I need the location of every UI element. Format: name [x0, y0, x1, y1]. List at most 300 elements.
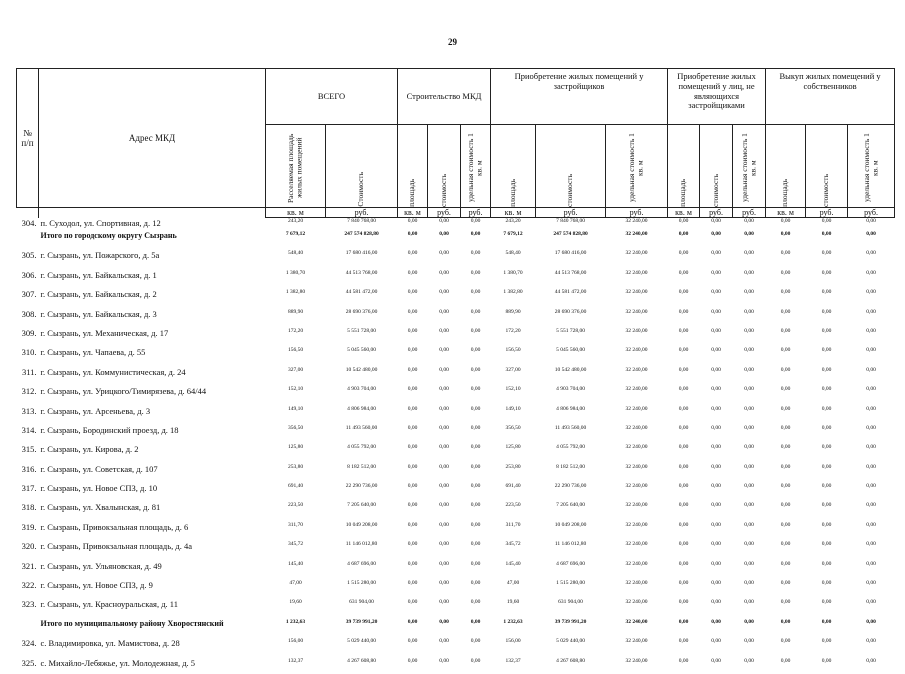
- cell-o-cost: 0,00: [821, 366, 832, 373]
- cell-o-unit: 0,00: [866, 483, 876, 490]
- cell-d-unit: 32 240,00: [625, 580, 648, 587]
- cell-n-unit: 0,00: [744, 289, 754, 296]
- cell-d-area: 327,00: [505, 366, 521, 373]
- cell-b-cost: 0,00: [439, 366, 449, 373]
- unit-label: руб.: [733, 208, 766, 218]
- cell-b-unit: 0,00: [470, 386, 481, 393]
- unit-label: руб.: [848, 208, 895, 218]
- cell-o-cost: 0,00: [821, 231, 832, 237]
- subheader-dev-cost: стоимость: [536, 125, 606, 208]
- cell-n-unit: 0,00: [744, 638, 754, 645]
- row-address: г. Сызрань, ул. Байкальская, д. 1: [40, 269, 157, 280]
- cell-d-area: 548,40: [505, 250, 521, 257]
- cell-n-unit: 0,00: [744, 560, 754, 567]
- cell-o-area: 0,00: [780, 366, 791, 373]
- cell-area: 172,20: [287, 327, 304, 334]
- cell-d-unit: 32 240,00: [625, 386, 648, 393]
- cell-cost: 631 904,00: [349, 599, 374, 606]
- cell-d-cost: 5 551 728,00: [556, 327, 585, 334]
- total-row: [17, 228, 895, 247]
- cell-o-area: 0,00: [780, 463, 791, 470]
- cell-o-area: 0,00: [780, 218, 791, 224]
- cell-n-unit: 0,00: [744, 424, 754, 431]
- cell-d-cost: 39 739 991,20: [554, 618, 587, 625]
- table-row: [17, 499, 895, 518]
- row-number: 316.: [21, 463, 37, 474]
- row-address: г. Сызрань, ул. Пожарского, д. 5а: [40, 250, 160, 261]
- cell-b-area: 0,00: [407, 289, 418, 296]
- cell-o-area: 0,00: [780, 541, 791, 548]
- cell-n-cost: 0,00: [711, 502, 721, 509]
- cell-area: 156,00: [287, 638, 304, 645]
- cell-o-area: 0,00: [780, 560, 791, 567]
- cell-n-area: 0,00: [678, 502, 689, 509]
- cell-b-area: 0,00: [407, 218, 418, 224]
- row-number: 319.: [21, 521, 37, 532]
- cell-o-area: 0,00: [780, 347, 791, 354]
- cell-b-area: 0,00: [407, 618, 418, 625]
- cell-o-unit: 0,00: [866, 599, 876, 606]
- cell-o-area: 0,00: [780, 405, 791, 412]
- cell-n-unit: 0,00: [744, 580, 754, 587]
- cell-d-cost: 28 690 376,00: [554, 308, 587, 315]
- cell-n-unit: 0,00: [744, 502, 754, 509]
- cell-n-unit: 0,00: [744, 405, 754, 412]
- cell-d-area: 47,00: [506, 580, 520, 587]
- cell-o-unit: 0,00: [866, 618, 876, 625]
- cell-d-unit: 32 240,00: [625, 289, 648, 296]
- cell-b-cost: 0,00: [439, 327, 449, 334]
- cell-d-cost: 8 182 512,00: [556, 463, 585, 470]
- cell-n-cost: 0,00: [711, 424, 721, 431]
- table-row: [17, 596, 895, 615]
- cell-b-area: 0,00: [407, 580, 418, 587]
- cell-b-area: 0,00: [407, 444, 418, 451]
- row-number: 311.: [21, 366, 37, 377]
- cell-n-area: 0,00: [678, 483, 689, 490]
- cell-d-cost: 44 581 472,00: [554, 289, 587, 296]
- subheader-build-area: площадь: [398, 125, 428, 208]
- cell-d-cost: 5 045 560,00: [556, 347, 585, 354]
- cell-o-area: 0,00: [780, 327, 791, 334]
- cell-b-cost: 0,00: [439, 580, 449, 587]
- cell-area: 149,10: [287, 405, 304, 412]
- cell-d-unit: 32 240,00: [625, 327, 648, 334]
- cell-area: 19,60: [289, 599, 302, 606]
- cell-b-unit: 0,00: [470, 541, 481, 548]
- cell-n-unit: 0,00: [744, 521, 754, 528]
- cell-o-cost: 0,00: [821, 218, 832, 224]
- cell-n-area: 0,00: [678, 405, 689, 412]
- cell-o-unit: 0,00: [866, 366, 876, 373]
- cell-n-area: 0,00: [678, 638, 689, 645]
- cell-b-unit: 0,00: [470, 218, 481, 224]
- cell-n-cost: 0,00: [711, 347, 721, 354]
- cell-cost: 247 574 828,80: [344, 231, 379, 237]
- cell-n-area: 0,00: [678, 289, 689, 296]
- cell-d-cost: 11 146 012,80: [554, 541, 587, 548]
- cell-d-unit: 32 240,00: [625, 231, 648, 237]
- cell-b-cost: 0,00: [439, 618, 449, 625]
- cell-o-cost: 0,00: [821, 386, 832, 393]
- cell-b-unit: 0,00: [470, 269, 481, 276]
- cell-o-cost: 0,00: [821, 250, 832, 257]
- cell-n-cost: 0,00: [711, 638, 721, 645]
- cell-d-unit: 32 240,00: [625, 463, 648, 470]
- cell-b-cost: 0,00: [439, 541, 449, 548]
- row-number: 313.: [21, 405, 37, 416]
- cell-cost: 4 055 792,00: [347, 444, 376, 451]
- cell-d-cost: 1 515 280,00: [556, 580, 585, 587]
- cell-b-unit: 0,00: [470, 424, 481, 431]
- subheader-nondev-cost: стоимость: [700, 125, 733, 208]
- cell-o-unit: 0,00: [866, 308, 876, 315]
- cell-b-area: 0,00: [407, 638, 418, 645]
- cell-o-cost: 0,00: [821, 424, 832, 431]
- cell-n-unit: 0,00: [744, 231, 754, 237]
- cell-o-unit: 0,00: [866, 444, 876, 451]
- cell-b-unit: 0,00: [470, 327, 481, 334]
- cell-b-unit: 0,00: [470, 521, 481, 528]
- cell-o-area: 0,00: [780, 231, 791, 237]
- cell-cost: 44 581 472,00: [345, 289, 378, 296]
- cell-b-unit: 0,00: [470, 560, 481, 567]
- cell-b-area: 0,00: [407, 483, 418, 490]
- cell-n-area: 0,00: [678, 560, 689, 567]
- row-number: 305.: [21, 250, 37, 261]
- table-row: [17, 364, 895, 383]
- cell-b-area: 0,00: [407, 463, 418, 470]
- cell-n-cost: 0,00: [711, 308, 721, 315]
- cell-d-unit: 32 240,00: [625, 405, 648, 412]
- cell-b-area: 0,00: [407, 541, 418, 548]
- cell-o-cost: 0,00: [821, 308, 832, 315]
- cell-o-cost: 0,00: [821, 327, 832, 334]
- cell-b-area: 0,00: [407, 386, 418, 393]
- cell-o-unit: 0,00: [866, 580, 876, 587]
- cell-d-area: 691,40: [505, 483, 521, 490]
- cell-n-area: 0,00: [678, 463, 689, 470]
- row-address: г. Сызрань, ул. Кирова, д. 2: [40, 444, 139, 455]
- cell-b-unit: 0,00: [470, 405, 481, 412]
- cell-d-unit: 32 240,00: [625, 269, 648, 276]
- cell-n-unit: 0,00: [744, 463, 754, 470]
- cell-d-area: 172,20: [505, 327, 521, 334]
- cell-area: 125,80: [287, 444, 304, 451]
- group-header-developers: Приобретение жилых помещений у застройщиков: [491, 69, 668, 125]
- cell-b-area: 0,00: [407, 250, 418, 257]
- row-address: г. Сызрань, ул. Чапаева, д. 55: [40, 347, 146, 358]
- cell-o-unit: 0,00: [866, 250, 876, 257]
- cell-area: 345,72: [287, 541, 304, 548]
- cell-n-unit: 0,00: [744, 541, 754, 548]
- subheader-total-area: Расселяемая площадь жилых помещений: [266, 125, 326, 208]
- cell-d-unit: 32 240,00: [625, 521, 648, 528]
- cell-cost: 17 680 416,00: [345, 250, 378, 257]
- cell-b-unit: 0,00: [470, 250, 481, 257]
- cell-b-cost: 0,00: [439, 463, 449, 470]
- cell-area: 1 380,70: [285, 269, 306, 276]
- row-address: г. Сызрань, ул. Механическая, д. 17: [40, 327, 169, 338]
- num-label: № п/п: [21, 127, 34, 148]
- cell-area: 356,50: [287, 424, 304, 431]
- row-address: г. Сызрань, ул. Урицкого/Тимирязева, д. 64/44: [40, 386, 207, 397]
- cell-o-cost: 0,00: [821, 618, 832, 625]
- cell-n-cost: 0,00: [711, 463, 721, 470]
- cell-b-unit: 0,00: [470, 444, 481, 451]
- cell-n-unit: 0,00: [744, 386, 754, 393]
- cell-o-area: 0,00: [780, 618, 791, 625]
- cell-o-cost: 0,00: [821, 444, 832, 451]
- cell-area: 548,40: [287, 250, 304, 257]
- cell-d-cost: 7 840 768,00: [556, 218, 585, 224]
- cell-n-unit: 0,00: [744, 444, 754, 451]
- cell-n-unit: 0,00: [744, 327, 754, 334]
- table-row: [17, 461, 895, 480]
- cell-o-cost: 0,00: [821, 541, 832, 548]
- cell-b-unit: 0,00: [470, 463, 481, 470]
- cell-o-unit: 0,00: [866, 502, 876, 509]
- cell-o-area: 0,00: [780, 638, 791, 645]
- group-header-non-developers: Приобретение жилых помещений у лиц, не являющихся застройщиками: [668, 69, 766, 125]
- row-number: 318.: [21, 502, 37, 513]
- table-row: [17, 218, 895, 229]
- cell-o-unit: 0,00: [866, 327, 876, 334]
- cell-o-cost: 0,00: [821, 463, 832, 470]
- cell-b-cost: 0,00: [439, 657, 449, 664]
- cell-n-area: 0,00: [678, 231, 689, 237]
- table-row: [17, 635, 895, 654]
- cell-n-unit: 0,00: [744, 657, 754, 664]
- cell-cost: 22 290 736,00: [345, 483, 378, 490]
- cell-d-area: 149,10: [505, 405, 521, 412]
- cell-n-unit: 0,00: [744, 250, 754, 257]
- cell-b-unit: 0,00: [470, 580, 481, 587]
- cell-o-cost: 0,00: [821, 289, 832, 296]
- row-number: 307.: [21, 289, 37, 300]
- table-header: [17, 69, 895, 218]
- table-row: [17, 558, 895, 577]
- cell-b-cost: 0,00: [439, 347, 449, 354]
- units-spacer-address: [39, 208, 266, 218]
- cell-n-area: 0,00: [678, 308, 689, 315]
- cell-area: 152,10: [287, 386, 304, 393]
- cell-d-unit: 32 240,00: [625, 347, 648, 354]
- cell-cost: 4 806 984,00: [347, 405, 376, 412]
- table-row: [17, 538, 895, 557]
- cell-cost: 44 513 768,00: [345, 269, 378, 276]
- cell-b-unit: 0,00: [470, 638, 481, 645]
- cell-d-cost: 5 029 440,00: [556, 638, 585, 645]
- cell-o-area: 0,00: [780, 250, 791, 257]
- subheader-nondev-area: площадь: [668, 125, 700, 208]
- cell-n-unit: 0,00: [744, 347, 754, 354]
- cell-area: 132,37: [287, 657, 304, 664]
- cell-n-area: 0,00: [678, 599, 689, 606]
- row-number: 304.: [21, 217, 37, 228]
- cell-cost: 28 690 376,00: [345, 308, 378, 315]
- table-row: [17, 577, 895, 596]
- cell-cost: 5 045 560,00: [347, 347, 376, 354]
- cell-d-area: 152,10: [505, 386, 521, 393]
- cell-b-unit: 0,00: [470, 599, 481, 606]
- cell-b-cost: 0,00: [439, 405, 449, 412]
- cell-n-cost: 0,00: [711, 580, 721, 587]
- table-row: [17, 286, 895, 305]
- cell-b-cost: 0,00: [439, 289, 449, 296]
- cell-d-unit: 32 240,00: [625, 483, 648, 490]
- table-row: [17, 519, 895, 538]
- row-number: 308.: [21, 308, 37, 319]
- cell-o-unit: 0,00: [866, 386, 876, 393]
- unit-label: руб.: [536, 208, 606, 218]
- cell-n-cost: 0,00: [711, 521, 721, 528]
- row-address: с. Михайло-Лебяжье, ул. Молодежная, д. 5: [40, 657, 196, 668]
- cell-d-cost: 22 290 736,00: [554, 483, 587, 490]
- cell-n-area: 0,00: [678, 521, 689, 528]
- cell-area: 243,20: [287, 218, 304, 224]
- cell-d-area: 7 679,12: [503, 231, 523, 237]
- unit-label: кв. м: [668, 208, 700, 218]
- cell-d-cost: 4 903 704,00: [556, 386, 585, 393]
- row-address: г. Сызрань, ул. Арсеньева, д. 3: [40, 405, 151, 416]
- cell-n-cost: 0,00: [711, 618, 721, 625]
- table-row: [17, 655, 895, 674]
- cell-o-cost: 0,00: [821, 521, 832, 528]
- cell-d-cost: 10 542 480,00: [554, 366, 587, 373]
- cell-n-cost: 0,00: [711, 289, 721, 296]
- cell-area: 145,40: [287, 560, 304, 567]
- cell-b-unit: 0,00: [470, 289, 481, 296]
- cell-n-cost: 0,00: [711, 218, 721, 224]
- cell-area: 889,90: [287, 308, 304, 315]
- row-address: Итого по муниципальному району Хворостянский: [40, 618, 224, 628]
- row-number: 321.: [21, 560, 37, 571]
- cell-n-area: 0,00: [678, 347, 689, 354]
- row-address: г. Сызрань, ул. Коммунистическая, д. 24: [40, 366, 186, 377]
- cell-area: 1 382,80: [285, 289, 306, 296]
- cell-o-area: 0,00: [780, 657, 791, 664]
- cell-b-unit: 0,00: [470, 347, 481, 354]
- cell-o-area: 0,00: [780, 308, 791, 315]
- column-header-number: [17, 69, 39, 208]
- cell-d-area: 19,60: [506, 599, 520, 606]
- cell-n-area: 0,00: [678, 386, 689, 393]
- row-address: г. Сызрань, Бородинский проезд, д. 18: [40, 424, 179, 435]
- group-header-buyout: Выкуп жилых помещений у собственников: [766, 69, 895, 125]
- cell-cost: 4 687 696,00: [347, 560, 376, 567]
- cell-o-cost: 0,00: [821, 638, 832, 645]
- cell-b-cost: 0,00: [439, 521, 449, 528]
- cell-o-unit: 0,00: [866, 424, 876, 431]
- table-row: [17, 383, 895, 402]
- cell-n-cost: 0,00: [711, 483, 721, 490]
- row-address: г. Сызрань, ул. Хвалынская, д. 81: [40, 502, 161, 513]
- cell-o-cost: 0,00: [821, 502, 832, 509]
- row-address: г. Сызрань, ул. Красноуральская, д. 11: [40, 599, 178, 610]
- cell-b-unit: 0,00: [470, 618, 481, 625]
- unit-label: кв. м: [266, 208, 326, 218]
- cell-o-cost: 0,00: [821, 483, 832, 490]
- cell-o-unit: 0,00: [866, 638, 876, 645]
- cell-b-area: 0,00: [407, 347, 418, 354]
- cell-d-unit: 32 240,00: [625, 250, 648, 257]
- cell-b-area: 0,00: [407, 502, 418, 509]
- row-address: с. Владимировка, ул. Мамистова, д. 28: [40, 638, 180, 649]
- cell-o-area: 0,00: [780, 599, 791, 606]
- cell-cost: 4 903 704,00: [347, 386, 376, 393]
- cell-n-area: 0,00: [678, 366, 689, 373]
- subheader-dev-area: площадь: [491, 125, 536, 208]
- cell-cost: 11 493 560,00: [345, 424, 378, 431]
- cell-b-unit: 0,00: [470, 502, 481, 509]
- unit-label: руб.: [606, 208, 668, 218]
- cell-d-area: 125,80: [505, 444, 521, 451]
- cell-area: 253,80: [287, 463, 304, 470]
- subheader-build-unit: удельная стоимость 1 кв. м: [461, 125, 491, 208]
- table-row: [17, 267, 895, 286]
- cell-o-unit: 0,00: [866, 560, 876, 567]
- cell-d-area: 345,72: [505, 541, 521, 548]
- cell-b-cost: 0,00: [439, 444, 449, 451]
- cell-b-cost: 0,00: [439, 483, 449, 490]
- cell-n-unit: 0,00: [744, 599, 754, 606]
- cell-b-cost: 0,00: [439, 218, 449, 224]
- cell-b-cost: 0,00: [439, 599, 449, 606]
- cell-d-area: 356,50: [505, 424, 521, 431]
- cell-d-area: 132,37: [505, 657, 521, 664]
- cell-area: 311,70: [288, 521, 303, 528]
- group-header-total: ВСЕГО: [266, 69, 398, 125]
- row-number: 314.: [21, 424, 37, 435]
- table-row: [17, 441, 895, 460]
- table-row: [17, 306, 895, 325]
- row-number: 324.: [21, 638, 37, 649]
- cell-o-area: 0,00: [780, 444, 791, 451]
- cell-n-area: 0,00: [678, 618, 689, 625]
- row-number: 310.: [21, 347, 37, 358]
- cell-d-unit: 32 240,00: [625, 308, 648, 315]
- cell-d-area: 223,50: [505, 502, 521, 509]
- cell-n-area: 0,00: [678, 580, 689, 587]
- unit-label: кв. м: [766, 208, 806, 218]
- cell-o-cost: 0,00: [821, 657, 832, 664]
- subheader-buyout-unit: удельная стоимость 1 кв. м: [848, 125, 895, 208]
- cell-o-area: 0,00: [780, 269, 791, 276]
- cell-b-unit: 0,00: [470, 657, 481, 664]
- cell-b-unit: 0,00: [470, 366, 481, 373]
- cell-n-cost: 0,00: [711, 366, 721, 373]
- unit-label: руб.: [806, 208, 848, 218]
- cell-d-area: 889,90: [505, 308, 521, 315]
- cell-n-unit: 0,00: [744, 308, 754, 315]
- table-body: [17, 218, 895, 674]
- cell-cost: 10 049 208,00: [345, 521, 378, 528]
- cell-o-unit: 0,00: [866, 541, 876, 548]
- cell-d-unit: 32 240,00: [625, 638, 648, 645]
- table-row: [17, 247, 895, 266]
- cell-cost: 7 840 768,00: [347, 218, 376, 224]
- unit-label: руб.: [326, 208, 398, 218]
- cell-n-area: 0,00: [678, 327, 689, 334]
- cell-d-area: 1 232,63: [503, 618, 523, 625]
- cell-b-area: 0,00: [407, 327, 418, 334]
- cell-cost: 7 205 640,00: [347, 502, 376, 509]
- row-address: г. Сызрань, ул. Байкальская, д. 3: [40, 308, 157, 319]
- cell-d-cost: 4 267 608,80: [556, 657, 585, 664]
- cell-d-cost: 631 904,00: [558, 599, 583, 606]
- cell-d-area: 311,70: [505, 521, 521, 528]
